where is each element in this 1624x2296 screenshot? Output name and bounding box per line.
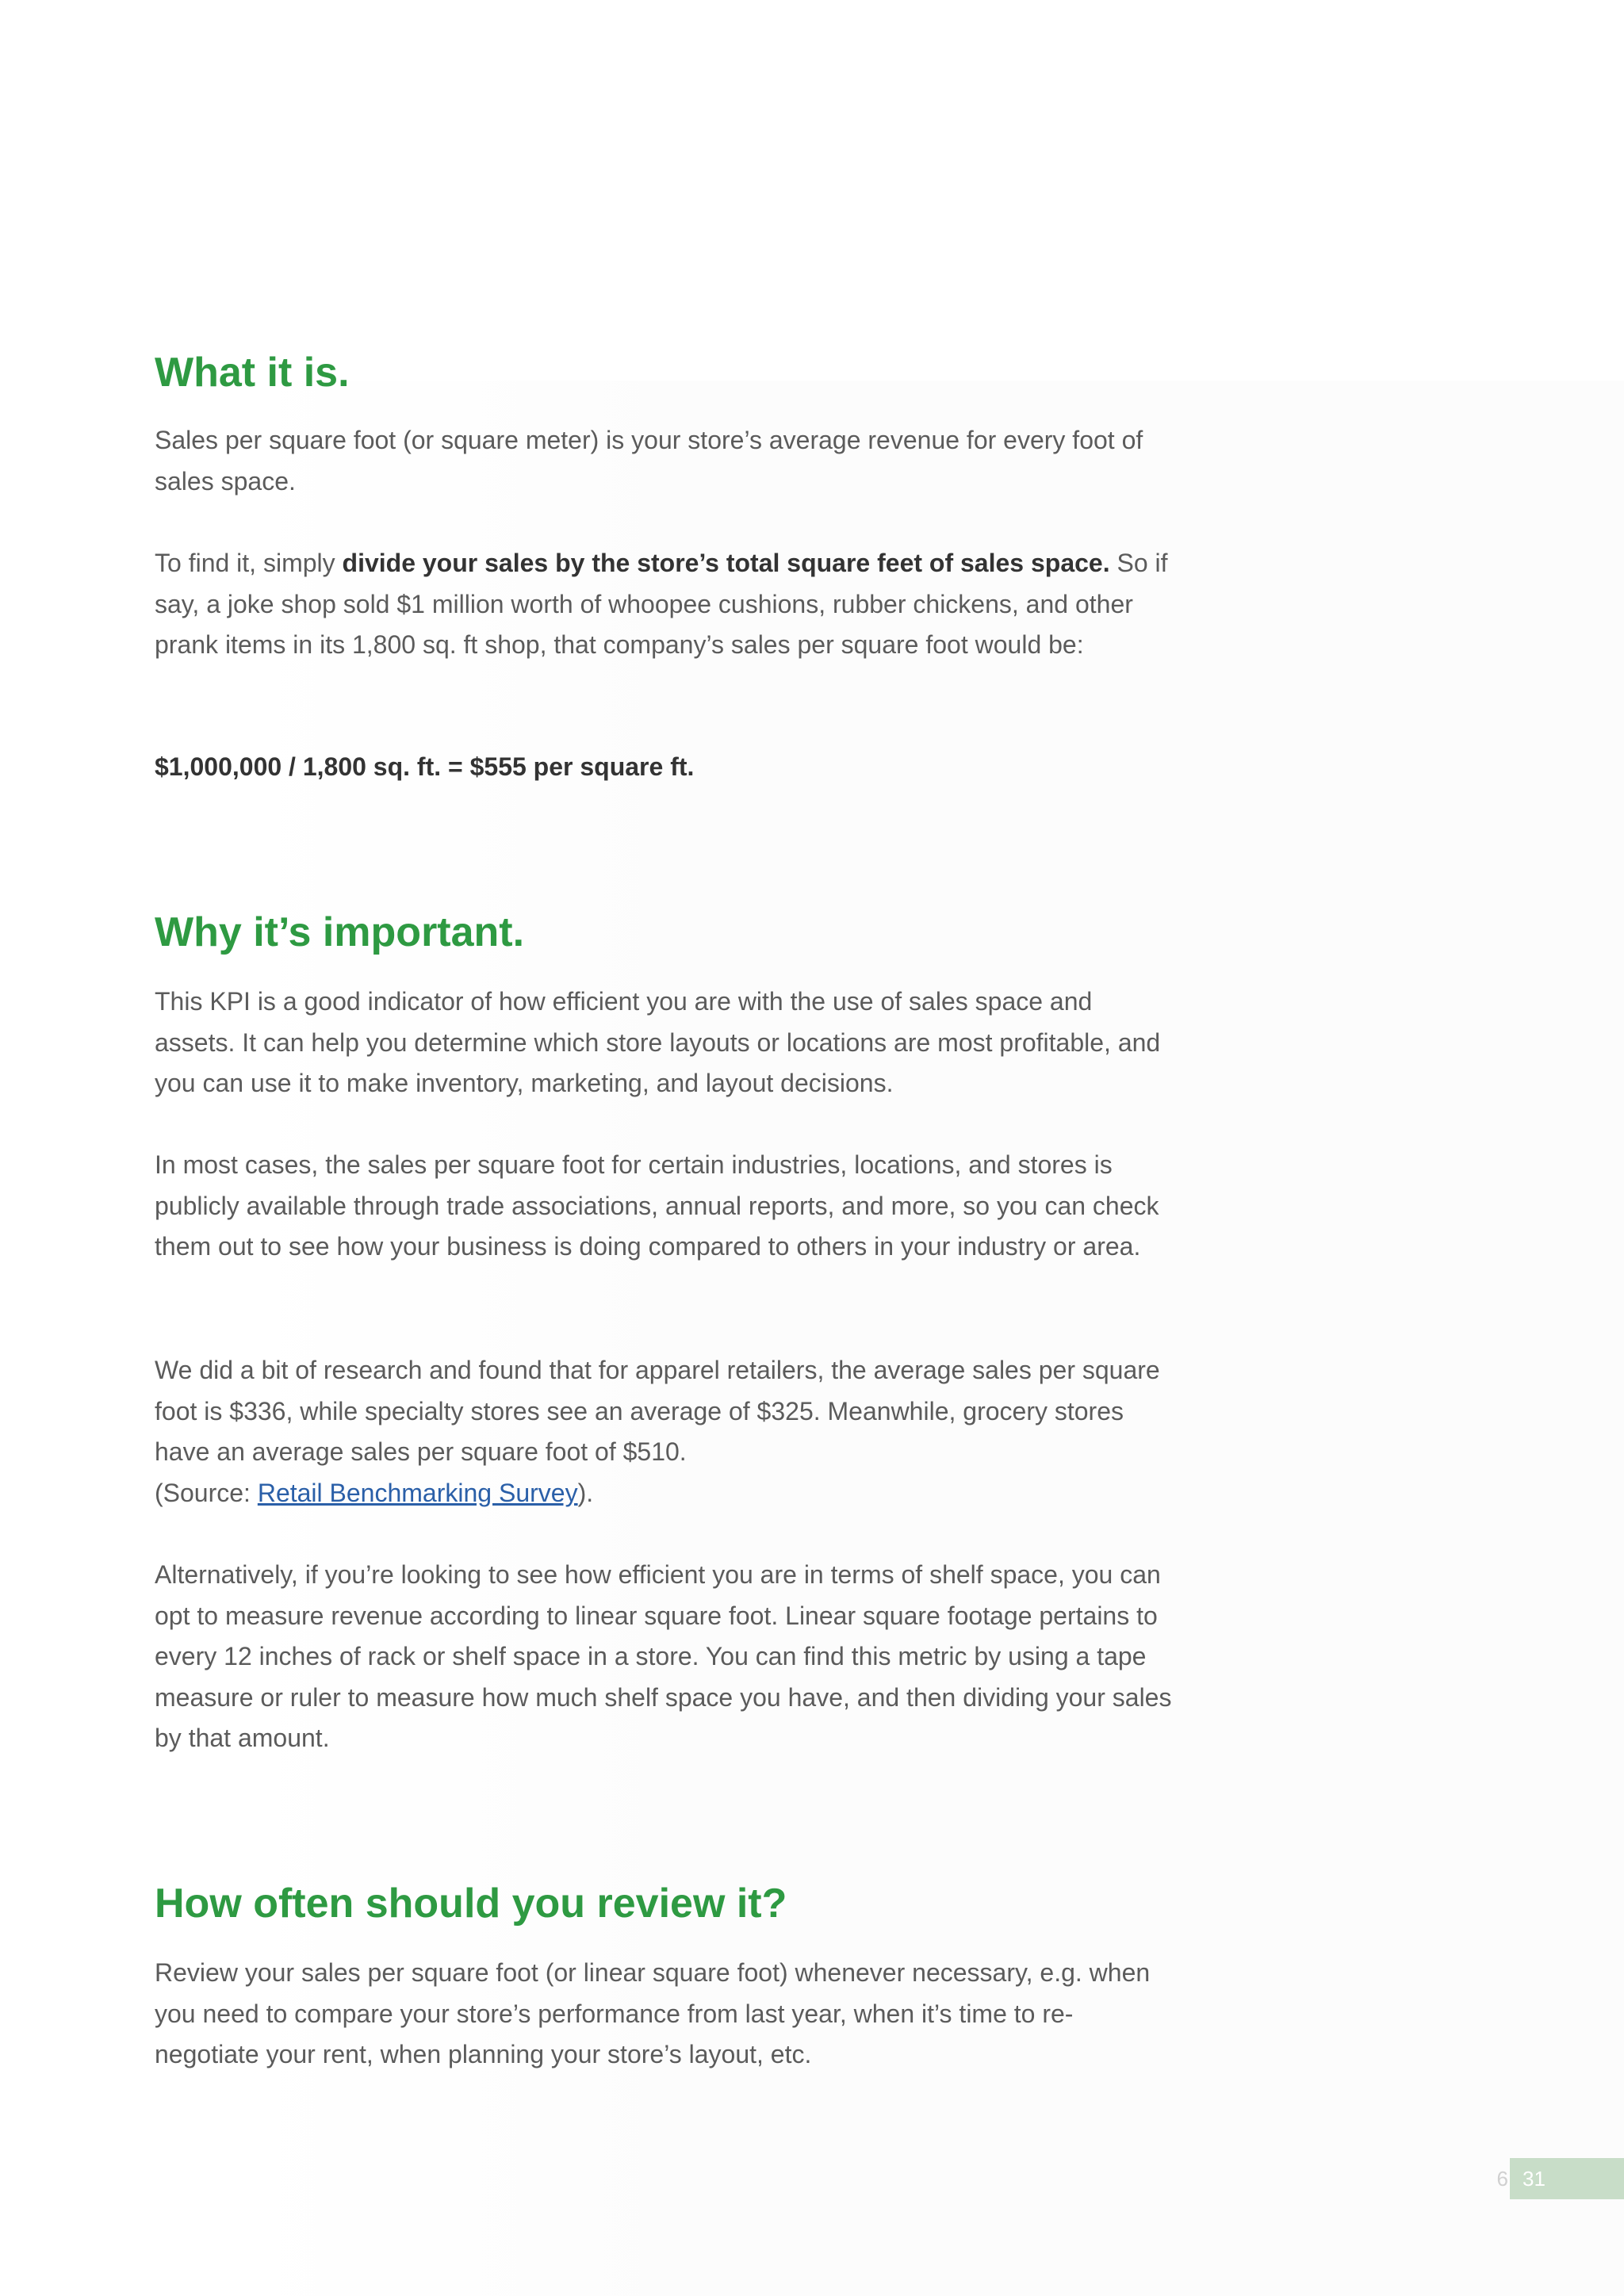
- section-heading-why-important: Why it’s important.: [155, 909, 525, 955]
- source-prefix: (Source:: [155, 1478, 258, 1507]
- source-suffix: ).: [577, 1478, 594, 1507]
- why-important-paragraph-1: This KPI is a good indicator of how efficient you are with the use of sales space and assets. It can help you determine which store layouts or locations are most profitable, and you can use it to make inventory, marketing, and layout decisions.: [155, 987, 1161, 1098]
- sales-per-square-foot-formula: $1,000,000 / 1,800 sq. ft. = $555 per square ft.: [155, 752, 695, 781]
- what-it-is-how-to-find: [155, 543, 1178, 666]
- why-important-paragraph-2: In most cases, the sales per square foot for certain industries, locations, and stores is publicly available through trade associations, annual reports, and more, so you can check them out to see how your business is doing compared to others in your industry or area.: [155, 1150, 1159, 1261]
- how-to-find-bold-text: divide your sales by the store’s total square feet of sales space.: [342, 549, 1110, 577]
- how-to-find-tail-text: So if say, a joke shop sold $1 million worth of whoopee cushions, rubber chickens, and other prank items in its 1,800 sq. ft shop, that company’s sales per square foot would be:: [155, 549, 1168, 660]
- why-important-paragraph-4: Alternatively, if you’re looking to see how efficient you are in terms of shelf space, you can opt to measure revenue according to linear square foot. Linear square footage pertains to every 12 inches of rack or shelf space in a store. You can find this metric by using a tape measure or ruler to measure how much shelf space you have, and then dividing your sales by that amount.: [155, 1560, 1172, 1753]
- research-text: We did a bit of research and found that for apparel retailers, the average sales per square foot is $336, while specialty stores see an average of $325. Meanwhile, grocery stores have an average sales per square foot of $510.: [155, 1356, 1160, 1467]
- how-often-paragraph: Review your sales per square foot (or linear square foot) whenever necessary, e.g. when you need to compare your store’s performance from last year, when it’s time to re-negotiate your rent, when planning your store’s layout, etc.: [155, 1958, 1151, 2069]
- what-it-is-definition: Sales per square foot (or square meter) is your store’s average revenue for every foot of sales space.: [155, 426, 1143, 496]
- retail-benchmarking-survey-link[interactable]: Retail Benchmarking Survey: [257, 1478, 578, 1507]
- section-heading-how-often: How often should you review it?: [155, 1881, 787, 1927]
- page-number-tab: 31: [1510, 2158, 1624, 2199]
- section-heading-what-it-is: What it is.: [155, 350, 350, 396]
- section-number: 6: [1496, 2167, 1508, 2191]
- how-to-find-lead-text: To find it, simply: [155, 549, 343, 577]
- why-important-paragraph-3: [155, 1350, 1178, 1513]
